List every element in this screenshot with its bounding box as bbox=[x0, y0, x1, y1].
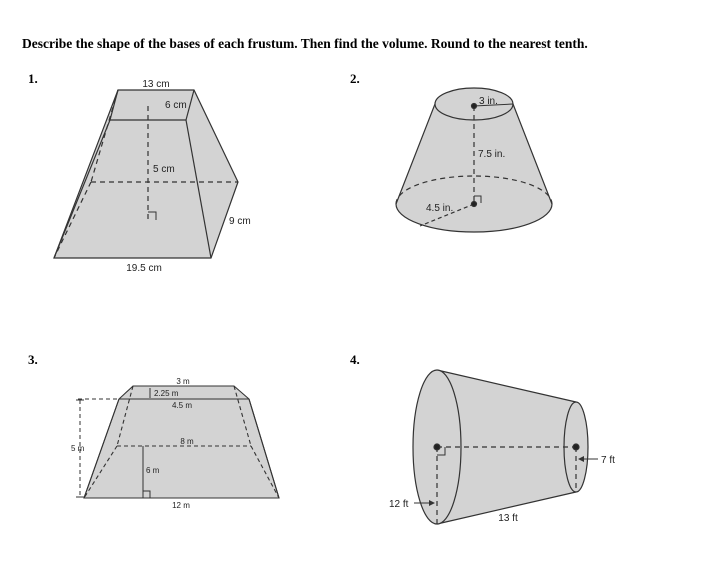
problem-4-number: 4. bbox=[350, 352, 360, 367]
fig4-length-label: 13 ft bbox=[498, 513, 518, 524]
fig3-height-label: 5 m bbox=[71, 444, 85, 453]
fig3-bottom-back-label: 8 m bbox=[180, 437, 194, 446]
figure-1-square-frustum bbox=[54, 90, 238, 258]
fig4-large-radius-label: 12 ft bbox=[389, 499, 409, 510]
fig3-top-label: 3 m bbox=[176, 377, 190, 386]
fig4-small-center bbox=[573, 444, 579, 450]
instructions: Describe the shape of the bases of each frustum. Then find the volume. Round to the nearest tenth. bbox=[22, 36, 588, 51]
problem-1-number: 1. bbox=[28, 71, 38, 86]
fig1-slant-label: 9 cm bbox=[229, 216, 251, 227]
problem-2-number: 2. bbox=[350, 71, 360, 86]
fig2-top-center bbox=[472, 104, 477, 109]
fig4-small-radius-label: 7 ft bbox=[601, 455, 615, 466]
fig1-top-label: 13 cm bbox=[142, 79, 170, 90]
figure-4-sideways-cone-frustum bbox=[413, 370, 598, 524]
fig2-height-label: 7.5 in. bbox=[478, 149, 506, 160]
fig1-bottom-label: 19.5 cm bbox=[126, 263, 162, 274]
fig4-large-center bbox=[434, 444, 440, 450]
fig3-bottom-label: 12 m bbox=[172, 501, 190, 510]
fig3-depth-label: 2.25 m bbox=[154, 389, 179, 398]
fig3-top-back-label: 4.5 m bbox=[171, 401, 193, 410]
fig1-silhouette bbox=[54, 90, 238, 258]
fig2-body bbox=[396, 104, 552, 232]
fig3-inner-height-label: 6 m bbox=[146, 466, 160, 475]
fig2-bottom-center bbox=[472, 202, 477, 207]
problem-3-number: 3. bbox=[28, 352, 38, 367]
figure-2-cone-frustum bbox=[396, 88, 552, 232]
fig2-bottom-radius-label: 4.5 in. bbox=[426, 203, 454, 214]
fig2-top-radius-label: 3 in. bbox=[479, 96, 498, 107]
fig1-height-label: 5 cm bbox=[153, 164, 175, 175]
fig1-depth-label: 6 cm bbox=[165, 100, 187, 111]
